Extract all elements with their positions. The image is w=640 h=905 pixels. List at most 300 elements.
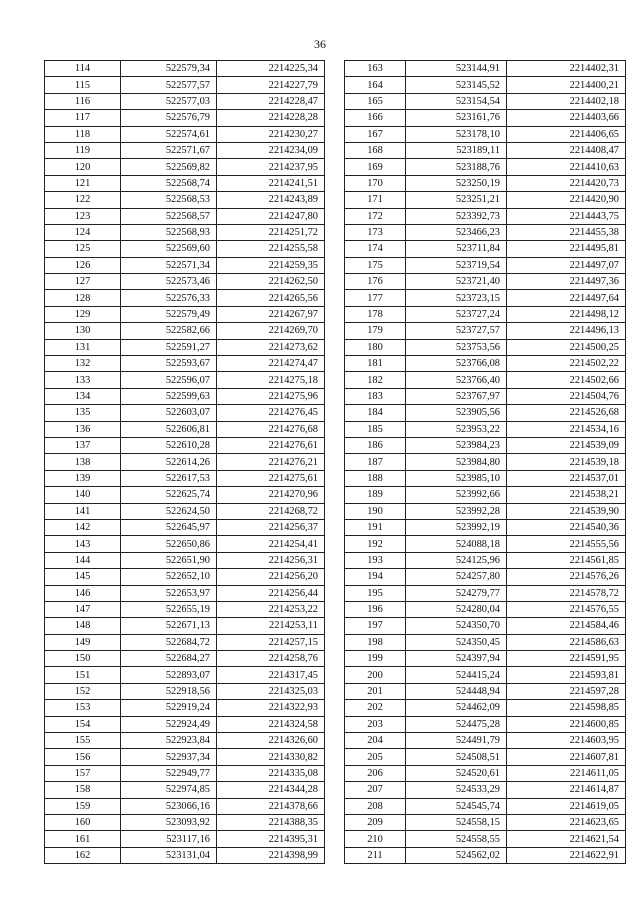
x-coordinate-cell: 523466,23	[406, 224, 507, 240]
point-number-cell: 205	[345, 749, 406, 765]
point-number-cell: 139	[45, 470, 121, 486]
table-row	[345, 601, 626, 617]
point-number-cell: 121	[45, 175, 121, 191]
point-number-cell: 150	[45, 651, 121, 667]
x-coordinate-cell: 524508,51	[406, 749, 507, 765]
y-coordinate-cell: 2214586,63	[507, 634, 626, 650]
x-coordinate-cell: 523727,57	[406, 323, 507, 339]
x-coordinate-cell: 523905,56	[406, 405, 507, 421]
x-coordinate-cell: 524558,55	[406, 831, 507, 847]
table-row	[45, 618, 325, 634]
x-coordinate-cell: 522574,61	[121, 126, 217, 142]
x-coordinate-cell: 522576,33	[121, 290, 217, 306]
point-number-cell: 210	[345, 831, 406, 847]
y-coordinate-cell: 2214230,27	[217, 126, 325, 142]
y-coordinate-cell: 2214403,66	[507, 110, 626, 126]
y-coordinate-cell: 2214597,28	[507, 683, 626, 699]
point-number-cell: 181	[345, 356, 406, 372]
x-coordinate-cell: 522573,46	[121, 274, 217, 290]
y-coordinate-cell: 2214410,63	[507, 159, 626, 175]
y-coordinate-cell: 2214497,07	[507, 257, 626, 273]
point-number-cell: 158	[45, 782, 121, 798]
x-coordinate-cell: 523723,15	[406, 290, 507, 306]
y-coordinate-cell: 2214598,85	[507, 700, 626, 716]
point-number-cell: 200	[345, 667, 406, 683]
table-row	[345, 437, 626, 453]
table-row	[345, 290, 626, 306]
y-coordinate-cell: 2214593,81	[507, 667, 626, 683]
y-coordinate-cell: 2214578,72	[507, 585, 626, 601]
x-coordinate-cell: 522655,19	[121, 601, 217, 617]
x-coordinate-cell: 522596,07	[121, 372, 217, 388]
point-number-cell: 124	[45, 224, 121, 240]
x-coordinate-cell: 523984,23	[406, 437, 507, 453]
x-coordinate-cell: 523984,80	[406, 454, 507, 470]
x-coordinate-cell: 523144,91	[406, 61, 507, 77]
y-coordinate-cell: 2214497,36	[507, 274, 626, 290]
point-number-cell: 148	[45, 618, 121, 634]
x-coordinate-cell: 522684,27	[121, 651, 217, 667]
point-number-cell: 211	[345, 847, 406, 863]
y-coordinate-cell: 2214400,21	[507, 77, 626, 93]
point-number-cell: 146	[45, 585, 121, 601]
y-coordinate-cell: 2214253,22	[217, 601, 325, 617]
y-coordinate-cell: 2214276,45	[217, 405, 325, 421]
table-row	[45, 159, 325, 175]
table-row	[45, 585, 325, 601]
point-number-cell: 193	[345, 552, 406, 568]
y-coordinate-cell: 2214600,85	[507, 716, 626, 732]
x-coordinate-cell: 522625,74	[121, 487, 217, 503]
x-coordinate-cell: 523154,54	[406, 93, 507, 109]
table-row	[345, 356, 626, 372]
table-row	[45, 470, 325, 486]
y-coordinate-cell: 2214526,68	[507, 405, 626, 421]
point-number-cell: 187	[345, 454, 406, 470]
point-number-cell: 144	[45, 552, 121, 568]
y-coordinate-cell: 2214555,56	[507, 536, 626, 552]
point-number-cell: 161	[45, 831, 121, 847]
x-coordinate-cell: 522603,07	[121, 405, 217, 421]
point-number-cell: 167	[345, 126, 406, 142]
table-row	[45, 634, 325, 650]
y-coordinate-cell: 2214267,97	[217, 306, 325, 322]
y-coordinate-cell: 2214498,12	[507, 306, 626, 322]
point-number-cell: 194	[345, 569, 406, 585]
coordinates-table-left	[44, 60, 325, 864]
y-coordinate-cell: 2214622,91	[507, 847, 626, 863]
point-number-cell: 197	[345, 618, 406, 634]
table-row	[45, 421, 325, 437]
point-number-cell: 116	[45, 93, 121, 109]
x-coordinate-cell: 522893,07	[121, 667, 217, 683]
table-row	[345, 339, 626, 355]
x-coordinate-cell: 522645,97	[121, 519, 217, 535]
y-coordinate-cell: 2214576,26	[507, 569, 626, 585]
x-coordinate-cell: 522650,86	[121, 536, 217, 552]
y-coordinate-cell: 2214275,18	[217, 372, 325, 388]
point-number-cell: 204	[345, 733, 406, 749]
x-coordinate-cell: 522937,34	[121, 749, 217, 765]
y-coordinate-cell: 2214497,64	[507, 290, 626, 306]
x-coordinate-cell: 522624,50	[121, 503, 217, 519]
x-coordinate-cell: 522577,57	[121, 77, 217, 93]
point-number-cell: 123	[45, 208, 121, 224]
x-coordinate-cell: 523992,19	[406, 519, 507, 535]
x-coordinate-cell: 524279,77	[406, 585, 507, 601]
y-coordinate-cell: 2214265,56	[217, 290, 325, 306]
x-coordinate-cell: 524415,24	[406, 667, 507, 683]
table-row	[345, 519, 626, 535]
point-number-cell: 118	[45, 126, 121, 142]
x-coordinate-cell: 523117,16	[121, 831, 217, 847]
x-coordinate-cell: 522593,67	[121, 356, 217, 372]
table-row	[45, 487, 325, 503]
point-number-cell: 130	[45, 323, 121, 339]
y-coordinate-cell: 2214378,66	[217, 798, 325, 814]
point-number-cell: 195	[345, 585, 406, 601]
y-coordinate-cell: 2214539,18	[507, 454, 626, 470]
point-number-cell: 171	[345, 192, 406, 208]
table-row	[345, 552, 626, 568]
point-number-cell: 186	[345, 437, 406, 453]
y-coordinate-cell: 2214276,61	[217, 437, 325, 453]
point-number-cell: 141	[45, 503, 121, 519]
table-row	[45, 667, 325, 683]
point-number-cell: 133	[45, 372, 121, 388]
y-coordinate-cell: 2214538,21	[507, 487, 626, 503]
table-row	[345, 454, 626, 470]
table-row	[45, 77, 325, 93]
y-coordinate-cell: 2214621,54	[507, 831, 626, 847]
x-coordinate-cell: 523992,28	[406, 503, 507, 519]
x-coordinate-cell: 522652,10	[121, 569, 217, 585]
x-coordinate-cell: 523178,10	[406, 126, 507, 142]
x-coordinate-cell: 522568,57	[121, 208, 217, 224]
x-coordinate-cell: 524350,45	[406, 634, 507, 650]
y-coordinate-cell: 2214253,11	[217, 618, 325, 634]
x-coordinate-cell: 522923,84	[121, 733, 217, 749]
point-number-cell: 127	[45, 274, 121, 290]
y-coordinate-cell: 2214614,87	[507, 782, 626, 798]
table-row	[345, 126, 626, 142]
x-coordinate-cell: 523992,66	[406, 487, 507, 503]
point-number-cell: 182	[345, 372, 406, 388]
table-row	[345, 421, 626, 437]
page-number: 36	[314, 37, 326, 51]
table-row	[45, 192, 325, 208]
x-coordinate-cell: 522569,82	[121, 159, 217, 175]
x-coordinate-cell: 524533,29	[406, 782, 507, 798]
y-coordinate-cell: 2214500,25	[507, 339, 626, 355]
y-coordinate-cell: 2214402,31	[507, 61, 626, 77]
y-coordinate-cell: 2214539,90	[507, 503, 626, 519]
x-coordinate-cell: 522571,67	[121, 142, 217, 158]
x-coordinate-cell: 522576,79	[121, 110, 217, 126]
table-row	[45, 700, 325, 716]
y-coordinate-cell: 2214495,81	[507, 241, 626, 257]
table-row	[345, 192, 626, 208]
x-coordinate-cell: 522671,13	[121, 618, 217, 634]
y-coordinate-cell: 2214539,09	[507, 437, 626, 453]
y-coordinate-cell: 2214576,55	[507, 601, 626, 617]
point-number-cell: 126	[45, 257, 121, 273]
y-coordinate-cell: 2214273,62	[217, 339, 325, 355]
point-number-cell: 163	[345, 61, 406, 77]
table-row	[45, 716, 325, 732]
x-coordinate-cell: 524088,18	[406, 536, 507, 552]
y-coordinate-cell: 2214455,38	[507, 224, 626, 240]
table-row	[345, 733, 626, 749]
y-coordinate-cell: 2214276,68	[217, 421, 325, 437]
table-row	[45, 651, 325, 667]
table-row	[45, 93, 325, 109]
y-coordinate-cell: 2214395,31	[217, 831, 325, 847]
point-number-cell: 170	[345, 175, 406, 191]
table-row	[345, 175, 626, 191]
point-number-cell: 147	[45, 601, 121, 617]
table-row	[345, 700, 626, 716]
y-coordinate-cell: 2214256,20	[217, 569, 325, 585]
point-number-cell: 129	[45, 306, 121, 322]
table-row	[45, 224, 325, 240]
y-coordinate-cell: 2214561,85	[507, 552, 626, 568]
x-coordinate-cell: 523721,40	[406, 274, 507, 290]
table-row	[45, 503, 325, 519]
point-number-cell: 157	[45, 765, 121, 781]
point-number-cell: 154	[45, 716, 121, 732]
x-coordinate-cell: 522599,63	[121, 388, 217, 404]
point-number-cell: 143	[45, 536, 121, 552]
point-number-cell: 184	[345, 405, 406, 421]
x-coordinate-cell: 524448,94	[406, 683, 507, 699]
table-row	[345, 241, 626, 257]
y-coordinate-cell: 2214247,80	[217, 208, 325, 224]
point-number-cell: 177	[345, 290, 406, 306]
y-coordinate-cell: 2214276,21	[217, 454, 325, 470]
x-coordinate-cell: 523985,10	[406, 470, 507, 486]
point-number-cell: 153	[45, 700, 121, 716]
y-coordinate-cell: 2214623,65	[507, 814, 626, 830]
x-coordinate-cell: 523766,40	[406, 372, 507, 388]
x-coordinate-cell: 523250,19	[406, 175, 507, 191]
x-coordinate-cell: 522591,27	[121, 339, 217, 355]
x-coordinate-cell: 522617,53	[121, 470, 217, 486]
table-row	[45, 814, 325, 830]
table-row	[345, 142, 626, 158]
table-row	[45, 388, 325, 404]
table-row	[45, 683, 325, 699]
y-coordinate-cell: 2214607,81	[507, 749, 626, 765]
y-coordinate-cell: 2214243,89	[217, 192, 325, 208]
point-number-cell: 159	[45, 798, 121, 814]
point-number-cell: 149	[45, 634, 121, 650]
x-coordinate-cell: 523251,21	[406, 192, 507, 208]
y-coordinate-cell: 2214496,13	[507, 323, 626, 339]
x-coordinate-cell: 523953,22	[406, 421, 507, 437]
y-coordinate-cell: 2214408,47	[507, 142, 626, 158]
table-row	[45, 782, 325, 798]
y-coordinate-cell: 2214591,95	[507, 651, 626, 667]
point-number-cell: 140	[45, 487, 121, 503]
table-row	[345, 618, 626, 634]
y-coordinate-cell: 2214254,41	[217, 536, 325, 552]
x-coordinate-cell: 524558,15	[406, 814, 507, 830]
y-coordinate-cell: 2214344,28	[217, 782, 325, 798]
table-row	[345, 634, 626, 650]
y-coordinate-cell: 2214268,72	[217, 503, 325, 519]
table-row	[345, 110, 626, 126]
y-coordinate-cell: 2214275,61	[217, 470, 325, 486]
table-row	[45, 552, 325, 568]
table-row	[345, 93, 626, 109]
table-row	[345, 77, 626, 93]
y-coordinate-cell: 2214241,51	[217, 175, 325, 191]
table-row	[45, 339, 325, 355]
x-coordinate-cell: 523727,24	[406, 306, 507, 322]
point-number-cell: 137	[45, 437, 121, 453]
point-number-cell: 134	[45, 388, 121, 404]
x-coordinate-cell: 522949,77	[121, 765, 217, 781]
table-row	[45, 241, 325, 257]
y-coordinate-cell: 2214534,16	[507, 421, 626, 437]
table-row	[345, 159, 626, 175]
x-coordinate-cell: 522579,34	[121, 61, 217, 77]
point-number-cell: 115	[45, 77, 121, 93]
table-row	[345, 569, 626, 585]
point-number-cell: 155	[45, 733, 121, 749]
table-row	[45, 798, 325, 814]
x-coordinate-cell: 522569,60	[121, 241, 217, 257]
table-row	[45, 372, 325, 388]
point-number-cell: 198	[345, 634, 406, 650]
y-coordinate-cell: 2214584,46	[507, 618, 626, 634]
table-row	[45, 749, 325, 765]
table-row	[345, 716, 626, 732]
point-number-cell: 206	[345, 765, 406, 781]
x-coordinate-cell: 523392,73	[406, 208, 507, 224]
point-number-cell: 136	[45, 421, 121, 437]
table-row	[345, 749, 626, 765]
x-coordinate-cell: 524491,79	[406, 733, 507, 749]
x-coordinate-cell: 524125,96	[406, 552, 507, 568]
point-number-cell: 128	[45, 290, 121, 306]
table-row	[345, 372, 626, 388]
point-number-cell: 172	[345, 208, 406, 224]
coordinates-table-left-body	[45, 61, 325, 864]
point-number-cell: 178	[345, 306, 406, 322]
y-coordinate-cell: 2214256,31	[217, 552, 325, 568]
point-number-cell: 119	[45, 142, 121, 158]
point-number-cell: 202	[345, 700, 406, 716]
table-row	[345, 257, 626, 273]
coordinates-table-right	[344, 60, 626, 864]
table-row	[45, 257, 325, 273]
x-coordinate-cell: 522684,72	[121, 634, 217, 650]
y-coordinate-cell: 2214322,93	[217, 700, 325, 716]
x-coordinate-cell: 524475,28	[406, 716, 507, 732]
x-coordinate-cell: 523711,84	[406, 241, 507, 257]
table-row	[345, 536, 626, 552]
y-coordinate-cell: 2214537,01	[507, 470, 626, 486]
table-row	[345, 667, 626, 683]
table-row	[45, 765, 325, 781]
table-row	[345, 470, 626, 486]
point-number-cell: 132	[45, 356, 121, 372]
table-row	[45, 569, 325, 585]
x-coordinate-cell: 522568,74	[121, 175, 217, 191]
point-number-cell: 191	[345, 519, 406, 535]
x-coordinate-cell: 524545,74	[406, 798, 507, 814]
point-number-cell: 201	[345, 683, 406, 699]
y-coordinate-cell: 2214259,35	[217, 257, 325, 273]
y-coordinate-cell: 2214234,09	[217, 142, 325, 158]
y-coordinate-cell: 2214227,79	[217, 77, 325, 93]
table-row	[345, 208, 626, 224]
y-coordinate-cell: 2214502,22	[507, 356, 626, 372]
table-row	[345, 847, 626, 863]
y-coordinate-cell: 2214258,76	[217, 651, 325, 667]
table-row	[345, 782, 626, 798]
coordinates-table-right-body	[345, 61, 626, 864]
point-number-cell: 190	[345, 503, 406, 519]
x-coordinate-cell: 524562,02	[406, 847, 507, 863]
point-number-cell: 174	[345, 241, 406, 257]
table-row	[345, 323, 626, 339]
point-number-cell: 180	[345, 339, 406, 355]
x-coordinate-cell: 522924,49	[121, 716, 217, 732]
y-coordinate-cell: 2214540,36	[507, 519, 626, 535]
y-coordinate-cell: 2214228,47	[217, 93, 325, 109]
x-coordinate-cell: 522571,34	[121, 257, 217, 273]
table-row	[45, 437, 325, 453]
point-number-cell: 208	[345, 798, 406, 814]
table-row	[345, 306, 626, 322]
y-coordinate-cell: 2214406,65	[507, 126, 626, 142]
y-coordinate-cell: 2214402,18	[507, 93, 626, 109]
point-number-cell: 168	[345, 142, 406, 158]
point-number-cell: 175	[345, 257, 406, 273]
point-number-cell: 183	[345, 388, 406, 404]
x-coordinate-cell: 522610,28	[121, 437, 217, 453]
y-coordinate-cell: 2214255,58	[217, 241, 325, 257]
y-coordinate-cell: 2214420,90	[507, 192, 626, 208]
point-number-cell: 114	[45, 61, 121, 77]
point-number-cell: 160	[45, 814, 121, 830]
point-number-cell: 196	[345, 601, 406, 617]
table-row	[345, 503, 626, 519]
point-number-cell: 192	[345, 536, 406, 552]
point-number-cell: 185	[345, 421, 406, 437]
y-coordinate-cell: 2214603,95	[507, 733, 626, 749]
x-coordinate-cell: 524520,61	[406, 765, 507, 781]
y-coordinate-cell: 2214324,58	[217, 716, 325, 732]
y-coordinate-cell: 2214335,08	[217, 765, 325, 781]
point-number-cell: 166	[345, 110, 406, 126]
x-coordinate-cell: 524462,09	[406, 700, 507, 716]
table-row	[45, 601, 325, 617]
y-coordinate-cell: 2214251,72	[217, 224, 325, 240]
x-coordinate-cell: 522568,53	[121, 192, 217, 208]
table-row	[345, 585, 626, 601]
x-coordinate-cell: 524397,94	[406, 651, 507, 667]
table-row	[45, 110, 325, 126]
x-coordinate-cell: 523767,97	[406, 388, 507, 404]
x-coordinate-cell: 523766,08	[406, 356, 507, 372]
x-coordinate-cell: 522568,93	[121, 224, 217, 240]
x-coordinate-cell: 522919,24	[121, 700, 217, 716]
table-row	[345, 798, 626, 814]
